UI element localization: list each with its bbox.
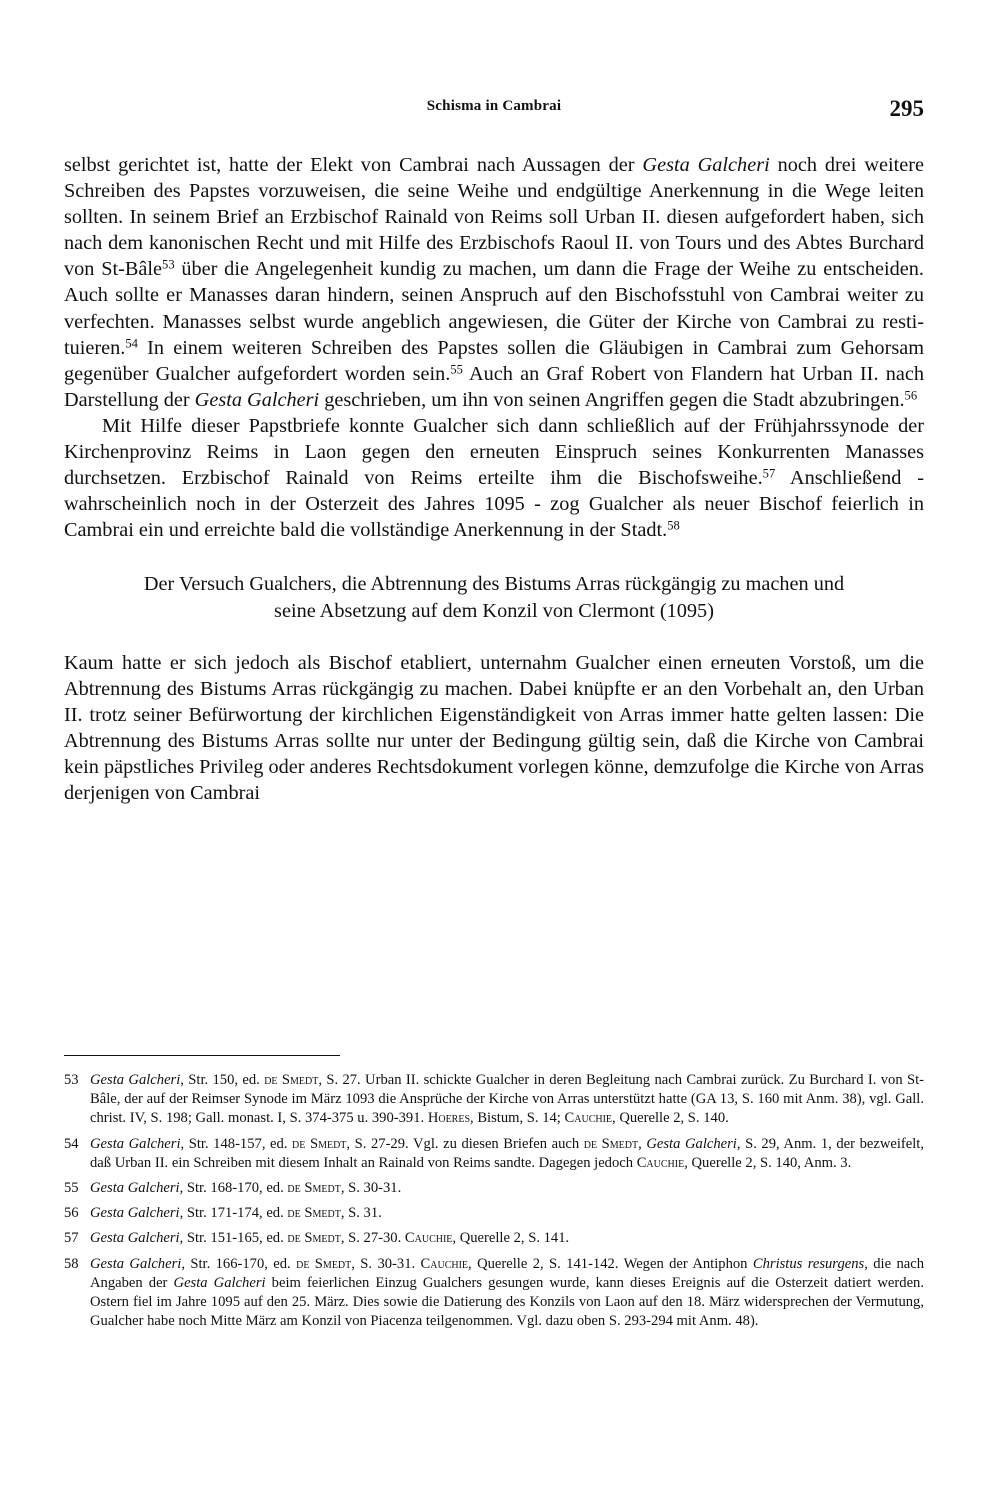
footnote-text: , Str. 150, ed. <box>180 1072 265 1088</box>
work-title: Gesta Galcheri <box>90 1135 181 1152</box>
footnote-text: , Querelle 2, S. 140. <box>612 1110 729 1127</box>
footnote-number: 53 <box>64 1072 79 1088</box>
paragraph-3: Kaum hatte er sich jedoch als Bischof etabliert, unternahm Gualcher einen erneuten Vorstoß, um die Abtrennung des Bistums Arras rückgängig zu machen. Dabei knüpfte er an den Vorbehalt an, den Urban II. trotz seiner Befürwortung der kirchlichen Eigenständigkeit von Arras immer hatte gelten lassen: Die Abtrennung des Bistums Arras sollte nur unter der Bedingung gültig sein, daß die Kirche von Cambrai kein päpstliches Privileg oder anderes Rechtsdokument vorlegen könne, demzufolge die Kirche von Arras derjenigen von Cambrai <box>64 651 925 805</box>
text-run: Anschließend - wahrscheinlich noch in der Osterzeit des Jahres 1095 - zog Gualcher als neuer Bischof feierlich in Cambrai ein und erreichte bald die vollständige Anerkennung in der Stadt. <box>64 467 924 542</box>
footnote-text: , <box>638 1135 647 1152</box>
author-name: de Smedt <box>583 1135 639 1152</box>
author-name: de Smedt <box>287 1205 341 1222</box>
author-name: Cauchie <box>564 1110 613 1127</box>
author-name: de Smedt <box>287 1230 341 1247</box>
running-title: Schisma in Cambrai <box>426 98 562 114</box>
footnote-text: , S. 29, Anm. 1, der bezweifelt, daß Urban II. ein Schreiben mit diesem Inhalt an Rainald von Reims sandte. Dagegen jedoch <box>90 1135 924 1171</box>
author-name: de Smedt <box>296 1255 352 1272</box>
text-run: Auch an Graf Robert von Flandern hat Urban II. nach Darstellung der <box>64 362 924 411</box>
work-title: Gesta Galcheri <box>173 1274 266 1291</box>
footnote-text: , S. 27-29. Vgl. zu diesen Briefen auch <box>346 1135 584 1152</box>
footnote-number: 57 <box>64 1230 79 1247</box>
footnote-54 <box>64 1135 924 1173</box>
paragraph-2 <box>64 413 924 543</box>
paragraph-1 <box>64 152 924 413</box>
footnote-text: , Str. 151-165, ed. <box>179 1230 288 1247</box>
text-run: noch drei weitere Schreiben des Papstes vorzuweisen, die seine Weihe und endgültige Anerkennung in die Wege leiten sollten. In seinem Brief an Erzbischof Rainald von Reims soll Urban II. diesen aufgefordert haben, sich nach dem kanonischen Recht und mit Hilfe des Erzbischofs Raoul II. von Tours und des Abtes Burchard von St-Bâle <box>64 154 925 281</box>
footnote-separator <box>64 1055 340 1056</box>
footnote-ref-57[interactable]: 57 <box>762 466 776 481</box>
footnote-58 <box>64 1255 924 1332</box>
main-text <box>64 152 924 806</box>
footnote-text: , S. 30-31. <box>340 1180 402 1197</box>
author-name: de Smedt <box>264 1072 319 1088</box>
text-run: über die Angelegenheit kundig zu machen, um dann die Frage der Weihe zu entscheiden. Auch sollte er Manasses daran hindern, seinen Anspruch auf den Bischofsstuhl von Cambrai weiter zu verfechten. Manasses selbst wurde angeblich angewiesen, die Güter der Kirche von Cambrai zu restituieren. <box>64 258 924 359</box>
footnote-55 <box>64 1179 924 1198</box>
work-title: Gesta Galcheri <box>90 1255 182 1272</box>
footnote-text: , Querelle 2, S. 140, Anm. 3. <box>684 1154 852 1171</box>
footnote-ref-56[interactable]: 56 <box>904 388 918 403</box>
footnote-text: , Querelle 2, S. 141. <box>452 1230 570 1247</box>
work-title: Gesta Galcheri <box>642 154 770 176</box>
footnote-text: , Str. 166-170, ed. <box>181 1255 297 1272</box>
work-title: Gesta Galcheri <box>90 1072 181 1088</box>
work-title: Gesta Galcheri <box>646 1135 737 1152</box>
footnote-ref-58[interactable]: 58 <box>667 519 680 534</box>
footnote-text: , Querelle 2, S. 141-142. Wegen der Antiphon <box>468 1255 753 1272</box>
author-name: de Smedt <box>292 1135 347 1152</box>
text-run: geschrieben, um ihn von seinen Angriffen gegen die Stadt abzubringen. <box>319 388 905 411</box>
footnote-text: , S. 31. <box>340 1205 382 1222</box>
footnote-number: 54 <box>64 1135 79 1152</box>
work-title: Christus resurgens <box>752 1255 865 1272</box>
footnote-53 <box>64 1071 924 1129</box>
footnote-ref-54[interactable]: 54 <box>125 336 138 351</box>
author-name: Hoeres <box>427 1110 471 1127</box>
footnote-text: , Str. 168-170, ed. <box>179 1180 288 1197</box>
footnotes <box>64 1071 924 1337</box>
footnote-text: beim feierlichen Einzug Gualchers gesungen wurde, kann dieses Ereignis auf die Osterzeit datiert werden. Ostern fiel im Jahre 1095 auf den 25. März. Dies sowie die Datierung des Konzils von Laon auf den 18. März widersprechen der Vermutung, Gualcher habe noch Mitte März am Konzil von Piacenza teilgenommen. Vgl. dazu oben S. 293-294 mit Anm. 48). <box>90 1274 924 1330</box>
section-heading-line-1: Der Versuch Gualchers, die Abtrennung des Bistums Arras rückgängig zu machen und <box>143 573 845 596</box>
footnote-text: , Bistum, S. 14; <box>470 1110 565 1127</box>
author-name: de Smedt <box>287 1180 341 1197</box>
footnote-text: , Str. 148-157, ed. <box>180 1135 293 1152</box>
footnote-text: , Str. 171-174, ed. <box>179 1205 288 1222</box>
footnote-text: , S. 27. Urban II. schickte Gualcher in deren Begleitung nach Cambrai zurück. Zu Burchard I. von St-Bâle, der auf der Reimser Synode im März 1093 die Ansprüche der Kirche von Arras unterstützt hatte (GA 13, S. 160 mit Anm. 38), vgl. Gall. christ. IV, S. 198; Gall. monast. I, S. 374-375 u. 390-391. <box>90 1072 924 1127</box>
footnote-text: , S. 27-30. <box>340 1230 405 1247</box>
footnote-text: , die nach Angaben der <box>90 1255 924 1291</box>
footnote-text: , S. 30-31. <box>351 1255 421 1272</box>
footnote-ref-53[interactable]: 53 <box>162 258 175 273</box>
section-heading <box>64 571 924 623</box>
footnote-56 <box>64 1204 924 1223</box>
footnote-number: 55 <box>64 1180 79 1197</box>
footnote-57 <box>64 1229 924 1248</box>
text-run: Mit Hilfe dieser Papstbriefe konnte Gualcher sich dann schließlich auf der Frühjahrssynode der Kirchenprovinz Reims in Laon gegen den erneuten Einspruch seines Konkurrenten Manasses durchsetzen. Erzbischof Rainald von Reims erteilte ihm die Bischofsweihe. <box>64 414 924 490</box>
author-name: Cauchie <box>404 1230 453 1247</box>
work-title: Gesta Galcheri <box>90 1205 180 1222</box>
section-heading-line-2: seine Absetzung auf dem Konzil von Clermont (1095) <box>274 599 714 622</box>
footnote-ref-55[interactable]: 55 <box>450 362 463 377</box>
work-title: Gesta Galcheri <box>90 1230 180 1247</box>
author-name: Cauchie <box>636 1154 685 1171</box>
footnote-number: 56 <box>64 1205 79 1222</box>
text-run: In einem weiteren Schreiben des Papstes sollen die Gläubigen in Cambrai zum Gehorsam gegenüber Gualcher aufgefordert worden sein. <box>64 336 924 385</box>
text-run: selbst gerichtet ist, hatte der Elekt von Cambrai nach Aussagen der <box>64 154 643 176</box>
work-title: Gesta Galcheri <box>194 388 320 411</box>
footnote-number: 58 <box>64 1255 79 1272</box>
work-title: Gesta Galcheri <box>90 1180 180 1197</box>
author-name: Cauchie <box>420 1255 469 1272</box>
page-number: 295 <box>889 96 924 121</box>
